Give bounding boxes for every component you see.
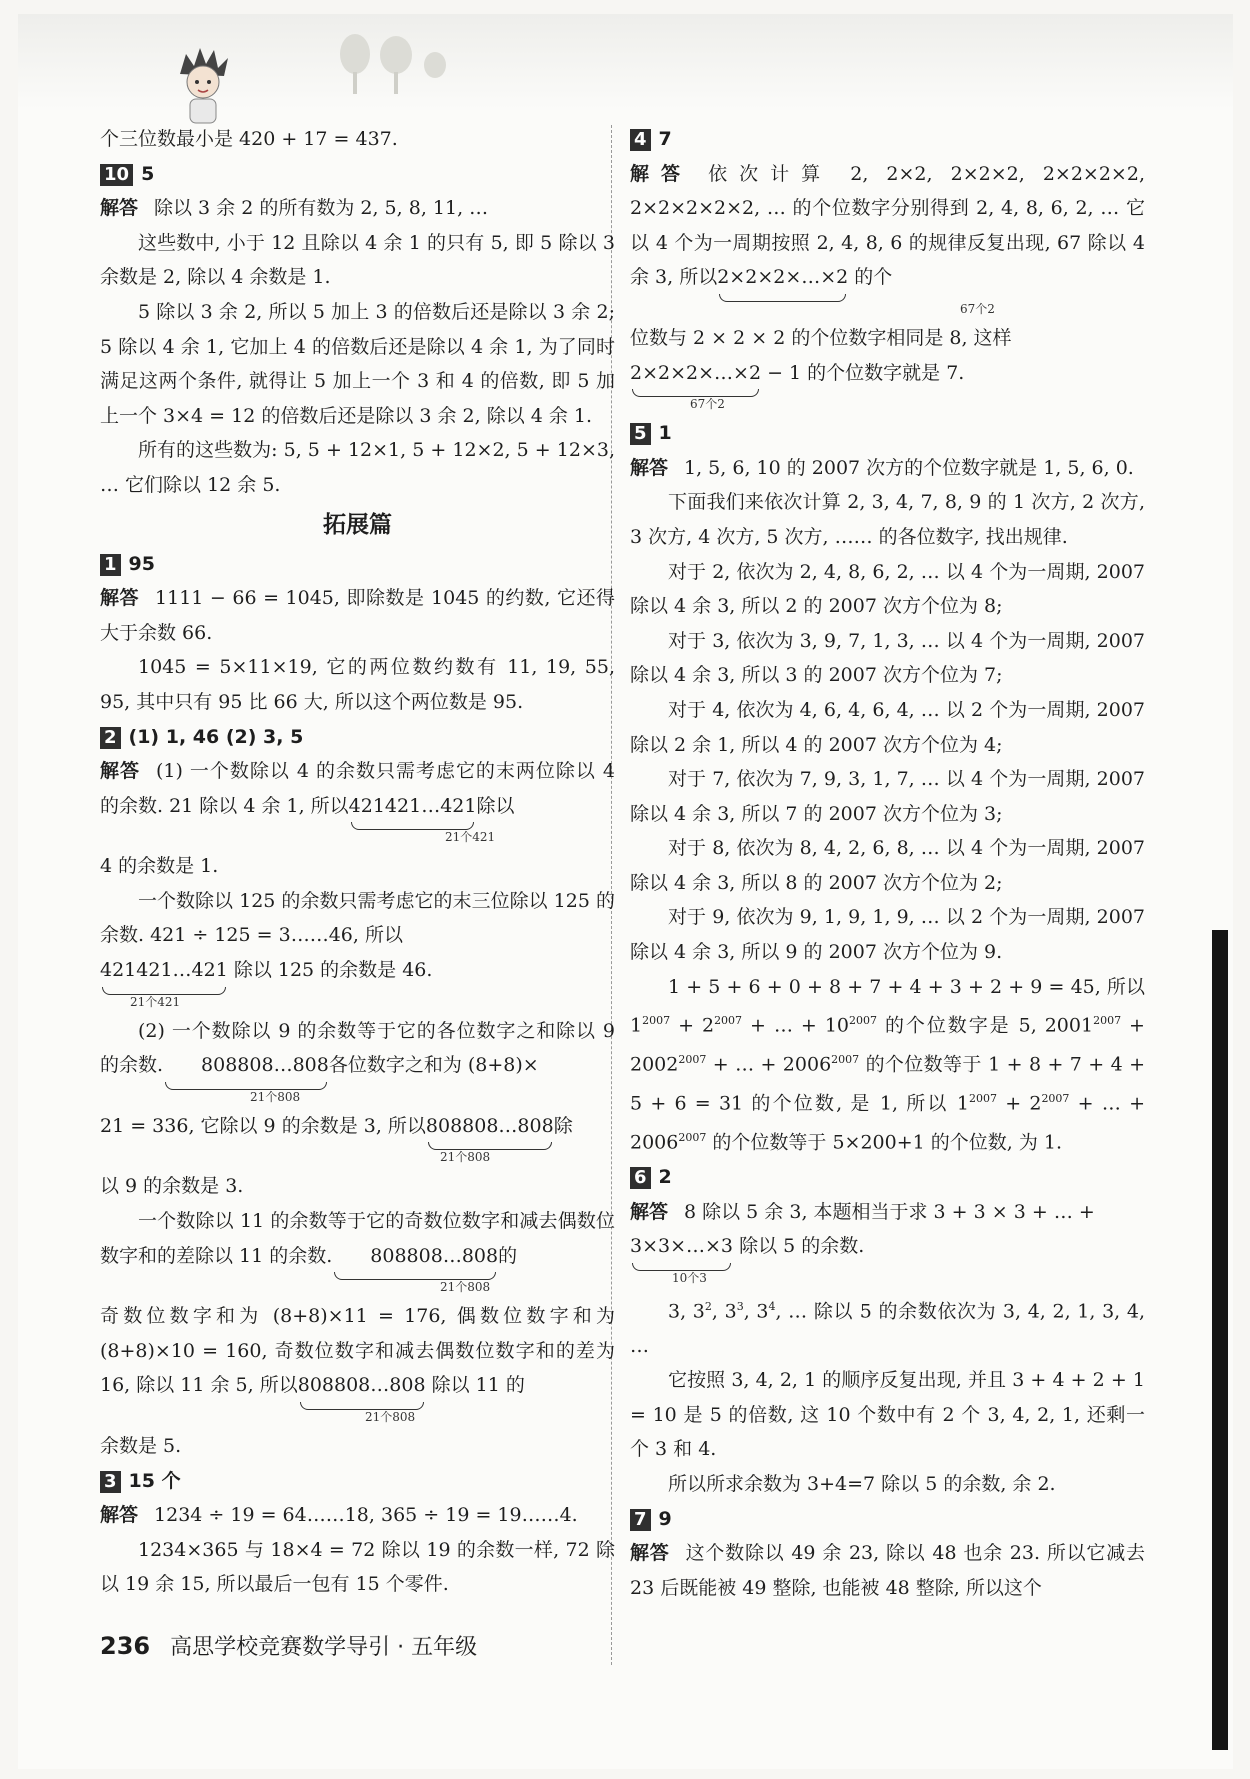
tree-decoration: [340, 34, 370, 74]
solution-label: 解答: [630, 162, 693, 185]
question-number: 10: [100, 164, 133, 186]
solution-fragment: + 2: [996, 1092, 1042, 1115]
exponent: 2007: [642, 1014, 671, 1028]
tree-trunk: [353, 72, 357, 94]
solution-text: [100, 191, 615, 226]
solution-paragraph: 1111 − 66 = 1045, 即除数是 1045 的约数, 它还得大于余数 66.: [100, 587, 615, 644]
solution-paragraph: 8 除以 5 余 3, 本题相当于求 3 + 3 × 3 + … +: [684, 1200, 1095, 1223]
question-number: 1: [100, 554, 121, 576]
exponent: 2007: [678, 1131, 707, 1145]
solution-fragment: + … + 2006: [706, 1053, 832, 1076]
solution-fragment: + … + 10: [742, 1014, 849, 1037]
solution-label: 解答: [630, 456, 669, 479]
solution-label: 解答: [100, 1504, 139, 1527]
solution-paragraph: 对于 2, 依次为 2, 4, 8, 6, 2, … 以 4 个为一周期, 2007 除以 4 余 3, 所以 2 的 2007 次方个位为 8;: [630, 560, 1145, 618]
solution-paragraph: 1234×365 与 18×4 = 72 除以 19 的余数一样, 72 除以 19 余 15, 所以最后一包有 15 个零件.: [100, 1538, 615, 1596]
solution-paragraph: 1234 ÷ 19 = 64……18, 365 ÷ 19 = 19……4.: [154, 1504, 578, 1527]
question-7-header: [630, 1502, 1145, 1537]
solution-fragment: 的个位数等于 1 + 8 + 7 + 4 + 5 + 6 = 31 的个位数, 是 1, 所以 1: [630, 1053, 1146, 1115]
page-number: 236: [100, 1632, 151, 1660]
answer: 7: [658, 128, 672, 150]
solution-fragment: , … 除以 5 的余数依次为 3, 4, 2, 1, 3, 4, …: [630, 1300, 1145, 1357]
exponent: 2007: [1093, 1014, 1122, 1028]
solution-paragraph: (2) 一个数除以 9 的余数等于它的各位数字之和除以 9 的余数.: [100, 1019, 615, 1077]
solution-fragment: + 2002: [630, 1014, 1145, 1076]
underbrace-number: 2×2×2×…×2: [630, 356, 761, 391]
question-number: 3: [100, 1471, 121, 1493]
solution-fragment: , 3: [743, 1300, 769, 1323]
exponent: 2007: [968, 1092, 997, 1106]
question-10-header: [100, 157, 615, 192]
solution-text: [630, 356, 1145, 391]
solution-paragraph: 以 9 的余数是 3.: [100, 1175, 244, 1198]
underbrace-number: 808808…808: [163, 1048, 329, 1083]
question-4-header: [630, 122, 1145, 157]
solution-text: [630, 157, 1145, 295]
solution-label: 解答: [100, 197, 139, 220]
exponent: 2007: [831, 1053, 860, 1067]
solution-text: [100, 754, 615, 823]
solution-fragment: 除以: [476, 794, 515, 817]
question-5-header: [630, 416, 1145, 451]
underbrace-number: 808808…808: [426, 1109, 554, 1144]
solution-text: [100, 1204, 615, 1273]
solution-paragraph: (1) 一个数除以 4 的余数只需考虑它的末两位除以 4 的余数. 21 除以 4 余 1, 所以: [100, 760, 615, 817]
question-2-header: [100, 720, 615, 755]
solution-paragraph: 依次计算 2, 2×2, 2×2×2, 2×2×2×2, 2×2×2×2×2, … 的个位数字分别得到 2, 4, 8, 6, 2, … 它以 4 个为一周期按照 2, 4, 8, 6 的规律反复出现, 67 除以 4 余 3, 所以: [630, 162, 1145, 289]
solution-text: [100, 1299, 615, 1403]
solution-paragraph: 这个数除以 49 余 23, 除以 48 也余 23. 所以它减去 23 后既能被 49 整除, 也能被 48 整除, 所以这个: [630, 1542, 1145, 1599]
question-3-header: [100, 1464, 615, 1499]
underbrace-label: 21个421: [130, 994, 181, 1009]
solution-paragraph: 下面我们来依次计算 2, 3, 4, 7, 8, 9 的 1 次方, 2 次方, 3 次方, 4 次方, 5 次方, …… 的各位数字, 找出规律.: [630, 491, 1145, 548]
solution-text: [100, 953, 615, 988]
solution-fragment: 21 = 336, 它除以 9 的余数是 3, 所以: [100, 1114, 426, 1137]
answer: 15 个: [128, 1469, 181, 1492]
underbrace-number: 421421…421: [349, 789, 477, 824]
underbrace-label: 21个808: [250, 1089, 301, 1104]
solution-paragraph: 这些数中, 小于 12 且除以 4 余 1 的只有 5, 即 5 除以 3 余数是 2, 除以 4 余数是 1.: [100, 231, 615, 289]
solution-paragraph: 所有的这些数为: 5, 5 + 12×1, 5 + 12×2, 5 + 12×3, … 它们除以 12 余 5.: [100, 439, 615, 496]
section-title: 拓展篇: [323, 511, 392, 538]
underbrace-label: 67个2: [960, 301, 995, 316]
solution-power-sum: [630, 970, 1145, 1160]
underbrace-number: 808808…808: [332, 1239, 498, 1274]
underbrace-label: 10个3: [672, 1270, 707, 1285]
underbrace-label: 21个808: [440, 1150, 491, 1165]
underbrace-number: 808808…808: [298, 1368, 426, 1403]
exponent: 4: [768, 1299, 776, 1313]
book-title: 高思学校竞赛数学导引 · 五年级: [170, 1635, 478, 1660]
solution-text: [100, 1014, 615, 1083]
continued-line: 个三位数最小是 420 + 17 = 437.: [100, 128, 398, 150]
solution-fragment: 的: [498, 1244, 518, 1267]
solution-paragraph: 对于 9, 依次为 9, 1, 9, 1, 9, … 以 2 个为一周期, 2007 除以 4 余 3, 所以 9 的 2007 次方个位为 9.: [630, 906, 1145, 964]
exponent: 2007: [1041, 1092, 1070, 1106]
solution-fragment: 位数与 2 × 2 × 2 的个位数字相同是 8, 这样: [630, 326, 1012, 349]
question-1-header: [100, 547, 615, 582]
answer: 95: [128, 552, 155, 575]
solution-text: [100, 1109, 615, 1144]
solution-paragraph: 对于 7, 依次为 7, 9, 3, 1, 7, … 以 4 个为一周期, 2007 除以 4 余 3, 所以 7 的 2007 次方个位为 3;: [630, 768, 1145, 825]
tree-decoration: [380, 36, 412, 74]
solution-label: 解答: [100, 587, 140, 610]
solution-fragment: 3, 3: [668, 1300, 705, 1323]
solution-text: [100, 1498, 615, 1533]
underbrace-number: 421421…421: [100, 953, 228, 988]
question-number: 5: [630, 423, 651, 445]
answer: 9: [658, 1507, 672, 1530]
solution-fragment: 除以 11 的: [425, 1374, 525, 1397]
solution-paragraph: 一个数除以 125 的余数只需考虑它的末三位除以 125 的余数. 421 ÷ 125 = 3……46, 所以: [100, 889, 615, 947]
page-footer: [100, 1626, 477, 1666]
solution-paragraph: 一个数除以 11 的余数等于它的奇数位数字和减去偶数位数字和的差除以 11 的余数.: [100, 1210, 615, 1267]
solution-fragment: 1 + 5 + 6 + 0 + 8 + 7 + 4 + 3 + 2 + 9 = 45, 所以 1: [630, 975, 1145, 1037]
solution-label: 解答: [630, 1200, 669, 1223]
solution-paragraph: 所以所求余数为 3+4=7 除以 5 的余数, 余 2.: [668, 1473, 1056, 1496]
solution-paragraph: 它按照 3, 4, 2, 1 的顺序反复出现, 并且 3 + 4 + 2 + 1 = 10 是 5 的倍数, 这 10 个数中有 2 个 3, 4, 2, 1, 还剩一个 3 和 4.: [630, 1369, 1145, 1461]
solution-paragraph: 除以 3 余 2 的所有数为 2, 5, 8, 11, …: [154, 197, 489, 220]
solution-fragment: + 2: [670, 1014, 715, 1037]
exponent: 2: [704, 1299, 712, 1313]
solution-fragment: 除: [553, 1114, 573, 1137]
solution-text: [100, 581, 615, 650]
solution-label: 解答: [100, 760, 140, 783]
solution-label: 解答: [630, 1542, 670, 1565]
solution-fragment: 的个位数等于 5×200+1 的个位数, 为 1.: [706, 1131, 1063, 1154]
exponent: 2007: [849, 1014, 877, 1028]
question-number: 4: [630, 129, 651, 151]
answer: 5: [141, 162, 155, 185]
tree-decoration: [424, 52, 446, 78]
underbrace-number: 3×3×…×3: [630, 1229, 733, 1264]
solution-fragment: 各位数字之和为 (8+8)×: [328, 1054, 539, 1077]
exponent: 3: [736, 1299, 744, 1313]
boy-mascot-illustration: [168, 44, 238, 129]
solution-fragment: 除以 5 的余数.: [733, 1235, 865, 1258]
exponent: 2007: [714, 1014, 743, 1028]
solution-fragment: + … + 2006: [630, 1092, 1145, 1154]
underbrace-label: 21个421: [445, 830, 496, 845]
solution-paragraph: 4 的余数是 1.: [100, 855, 219, 878]
solution-fragment: 除以 125 的余数是 46.: [227, 959, 433, 982]
solution-text: [630, 1229, 1145, 1264]
answer: 2: [658, 1165, 672, 1188]
solution-text: [630, 1536, 1145, 1605]
page-edge-bar: [1212, 930, 1228, 1750]
question-number: 6: [630, 1167, 651, 1189]
underbrace-label: 21个808: [365, 1410, 416, 1424]
solution-fragment: 的个位数字是 5, 2001: [877, 1014, 1094, 1037]
solution-paragraph: 1, 5, 6, 10 的 2007 次方的个位数字就是 1, 5, 6, 0.: [684, 456, 1134, 479]
exponent: 2007: [678, 1053, 707, 1067]
question-6-header: [630, 1160, 1145, 1195]
solution-paragraph: 1045 = 5×11×19, 它的两位数约数有 11, 19, 55, 95, 其中只有 95 比 66 大, 所以这个两位数是 95.: [100, 656, 615, 713]
solution-powers: [630, 1290, 1145, 1364]
solution-fragment: − 1 的个位数字就是 7.: [761, 361, 965, 384]
solution-paragraph: 对于 4, 依次为 4, 6, 4, 6, 4, … 以 2 个为一周期, 2007 除以 2 余 1, 所以 4 的 2007 次方个位为 4;: [630, 698, 1145, 756]
question-number: 2: [100, 727, 121, 749]
solution-fragment: 的个: [848, 266, 893, 289]
solution-text: [630, 451, 1145, 486]
solution-paragraph: 对于 3, 依次为 3, 9, 7, 1, 3, … 以 4 个为一周期, 2007 除以 4 余 3, 所以 3 的 2007 次方个位为 7;: [630, 629, 1145, 687]
solution-text: [630, 1195, 1145, 1230]
right-column: [630, 122, 1145, 1605]
solution-text: [100, 884, 615, 953]
solution-text: [630, 321, 1145, 356]
solution-paragraph: 对于 8, 依次为 8, 4, 2, 6, 8, … 以 4 个为一周期, 2007 除以 4 余 3, 所以 8 的 2007 次方个位为 2;: [630, 837, 1145, 894]
solution-paragraph: 5 除以 3 余 2, 所以 5 加上 3 的倍数后还是除以 3 余 2; 5 除以 4 余 1, 它加上 4 的倍数后还是除以 4 余 1, 为了同时满足这两个条件, 就得让 5 加上一个 3 和 4 的倍数, 即 5 加上一个 3×4 = 12 的倍数后还是除以 3 余 2, 除以 4 余 1.: [100, 300, 615, 427]
solution-paragraph: 奇数位数字和为 (8+8)×11 = 176, 偶数位数字和为 (8+8)×10 = 160, 奇数位数字和减去偶数位数字和的差为 16, 除以 11 余 5, 所以: [100, 1305, 615, 1397]
underbrace-number: 2×2×2×…×2: [717, 260, 848, 295]
answer: 1: [658, 422, 672, 445]
left-column: [100, 122, 615, 1602]
underbrace-label: 67个2: [690, 397, 725, 412]
tree-trunk: [394, 72, 398, 94]
solution-paragraph: 余数是 5.: [100, 1435, 182, 1457]
answer: (1) 1, 46 (2) 3, 5: [128, 725, 304, 748]
solution-fragment: , 3: [711, 1300, 737, 1323]
underbrace-label: 21个808: [440, 1280, 491, 1295]
question-number: 7: [630, 1509, 651, 1531]
